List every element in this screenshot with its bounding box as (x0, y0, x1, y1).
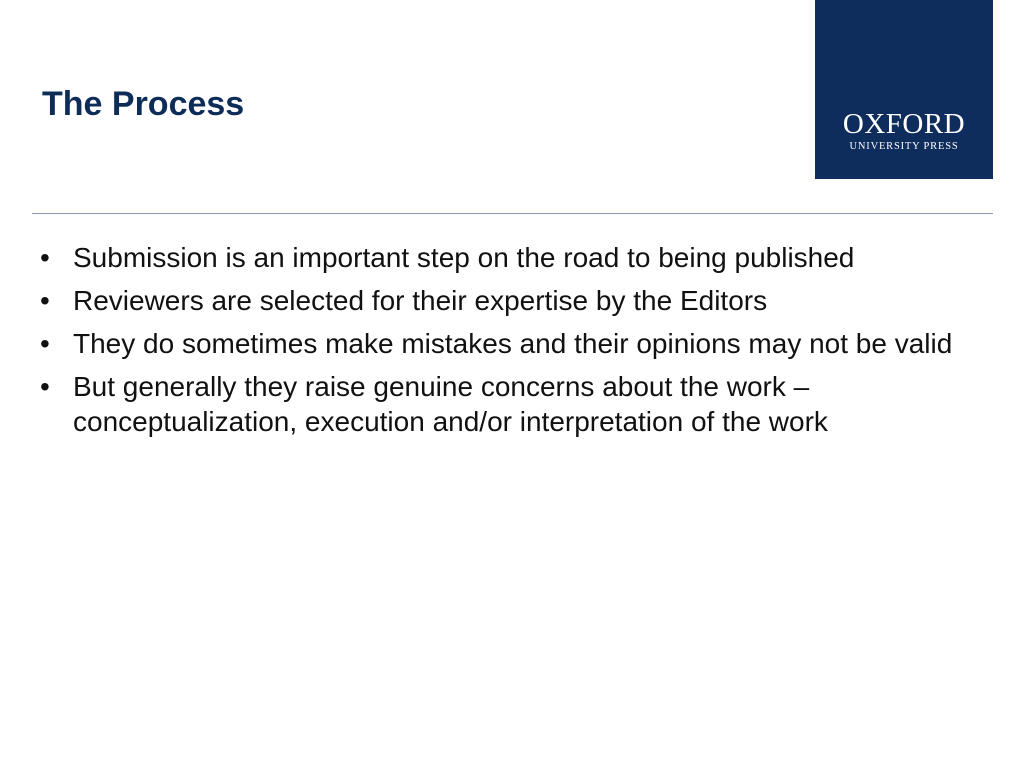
oxford-logo (815, 0, 993, 179)
bullet-text: They do sometimes make mistakes and their opinions may not be valid (73, 328, 953, 359)
logo-subtitle: UNIVERSITY PRESS (849, 141, 959, 152)
bullet-item (40, 283, 990, 318)
bullet-marker: • (40, 242, 50, 273)
bullet-marker: • (40, 328, 50, 359)
bullet-list (40, 240, 990, 447)
logo-name: OXFORD (842, 108, 966, 140)
bullet-text: Reviewers are selected for their expertise by the Editors (73, 285, 768, 316)
bullet-item (40, 326, 990, 361)
bullet-text: But generally they raise genuine concerns about the work – conceptualization, execution and/or interpretation of the work (73, 371, 828, 437)
bullet-text: Submission is an important step on the road to being published (73, 242, 855, 273)
bullet-item (40, 369, 990, 439)
slide-title: The Process (42, 85, 245, 123)
bullet-marker: • (40, 371, 50, 402)
bullet-item (40, 240, 990, 275)
bullet-marker: • (40, 285, 50, 316)
title-divider (32, 213, 993, 214)
